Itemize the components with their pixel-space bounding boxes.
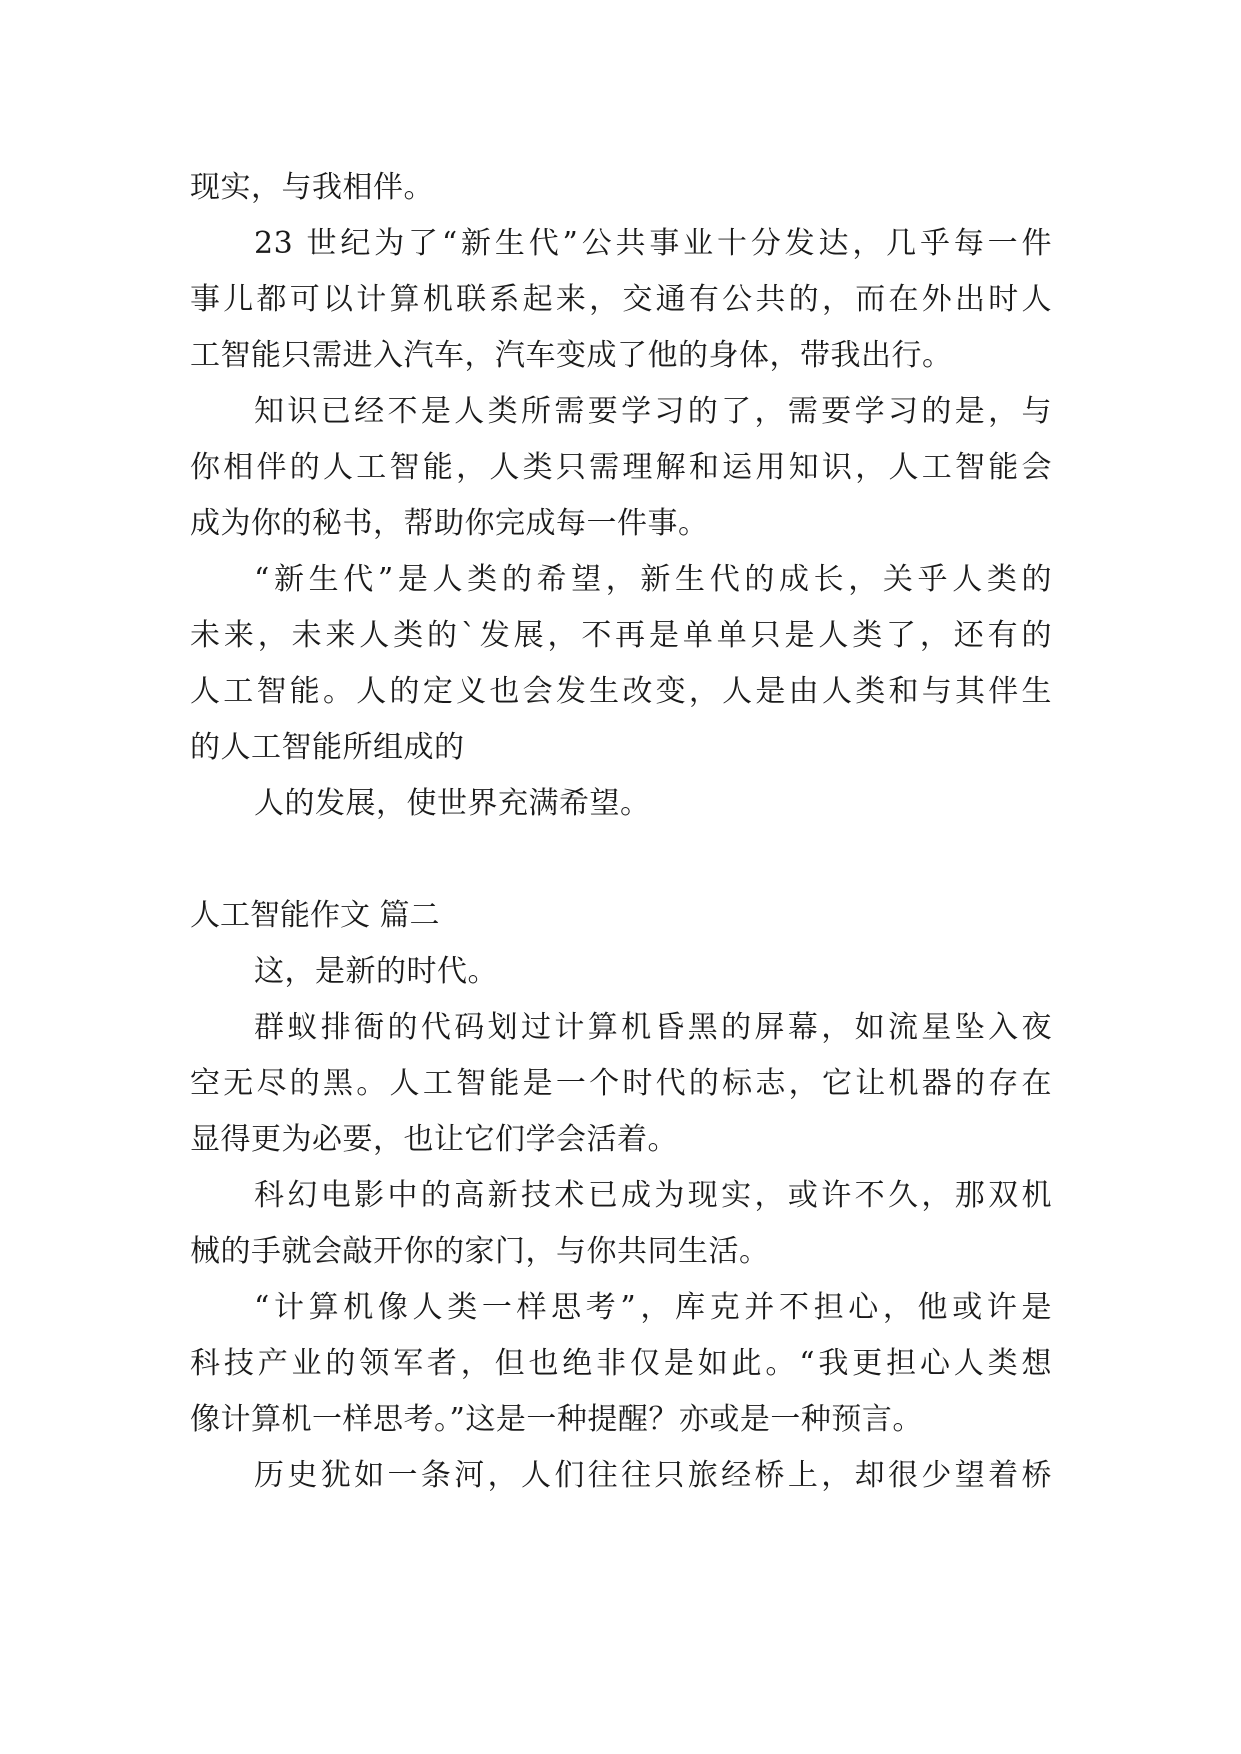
paragraph-line: 知识已经不是人类所需要学习的了，需要学习的是，与 bbox=[254, 394, 1052, 429]
section-heading: 人工智能作文 篇二 bbox=[190, 898, 440, 933]
paragraph-line: 成为你的秘书，帮助你完成每一件事。 bbox=[190, 506, 709, 541]
paragraph-line: 人工智能。人的定义也会发生改变，人是由人类和与其伴生 bbox=[190, 674, 1052, 709]
paragraph-line: 现实，与我相伴。 bbox=[190, 170, 434, 205]
paragraph-line: 工智能只需进入汽车，汽车变成了他的身体，带我出行。 bbox=[190, 338, 953, 373]
paragraph-line: 像计算机一样思考。”这是一种提醒？亦或是一种预言。 bbox=[190, 1402, 923, 1437]
paragraph-line: 科技产业的领军者，但也绝非仅是如此。“我更担心人类想 bbox=[190, 1346, 1052, 1381]
paragraph-line: 空无尽的黑。人工智能是一个时代的标志，它让机器的存在 bbox=[190, 1066, 1052, 1101]
paragraph-line: 事儿都可以计算机联系起来，交通有公共的，而在外出时人 bbox=[190, 282, 1052, 317]
paragraph-line: 你相伴的人工智能，人类只需理解和运用知识，人工智能会 bbox=[190, 450, 1052, 485]
paragraph-line: 人的发展，使世界充满希望。 bbox=[254, 786, 651, 821]
section-gap bbox=[190, 832, 1052, 888]
paragraph-line: “计算机像人类一样思考”，库克并不担心，他或许是 bbox=[254, 1290, 1052, 1325]
paragraph-line: “新生代”是人类的希望，新生代的成长，关乎人类的 bbox=[254, 562, 1052, 597]
document-page bbox=[190, 160, 1052, 1504]
paragraph-line: 科幻电影中的高新技术已成为现实，或许不久，那双机 bbox=[254, 1178, 1052, 1213]
paragraph-line: 械的手就会敲开你的家门，与你共同生活。 bbox=[190, 1234, 770, 1269]
paragraph-line: 这，是新的时代。 bbox=[254, 954, 498, 989]
paragraph-line: 未来，未来人类的`发展，不再是单单只是人类了，还有的 bbox=[190, 618, 1052, 653]
paragraph-line: 的人工智能所组成的 bbox=[190, 730, 465, 765]
paragraph-line: 群蚁排衙的代码划过计算机昏黑的屏幕，如流星坠入夜 bbox=[254, 1010, 1052, 1045]
paragraph-line: 显得更为必要，也让它们学会活着。 bbox=[190, 1122, 678, 1157]
paragraph-line: 23 世纪为了“新生代”公共事业十分发达，几乎每一件 bbox=[254, 226, 1052, 261]
paragraph-line: 历史犹如一条河，人们往往只旅经桥上，却很少望着桥 bbox=[254, 1458, 1052, 1493]
